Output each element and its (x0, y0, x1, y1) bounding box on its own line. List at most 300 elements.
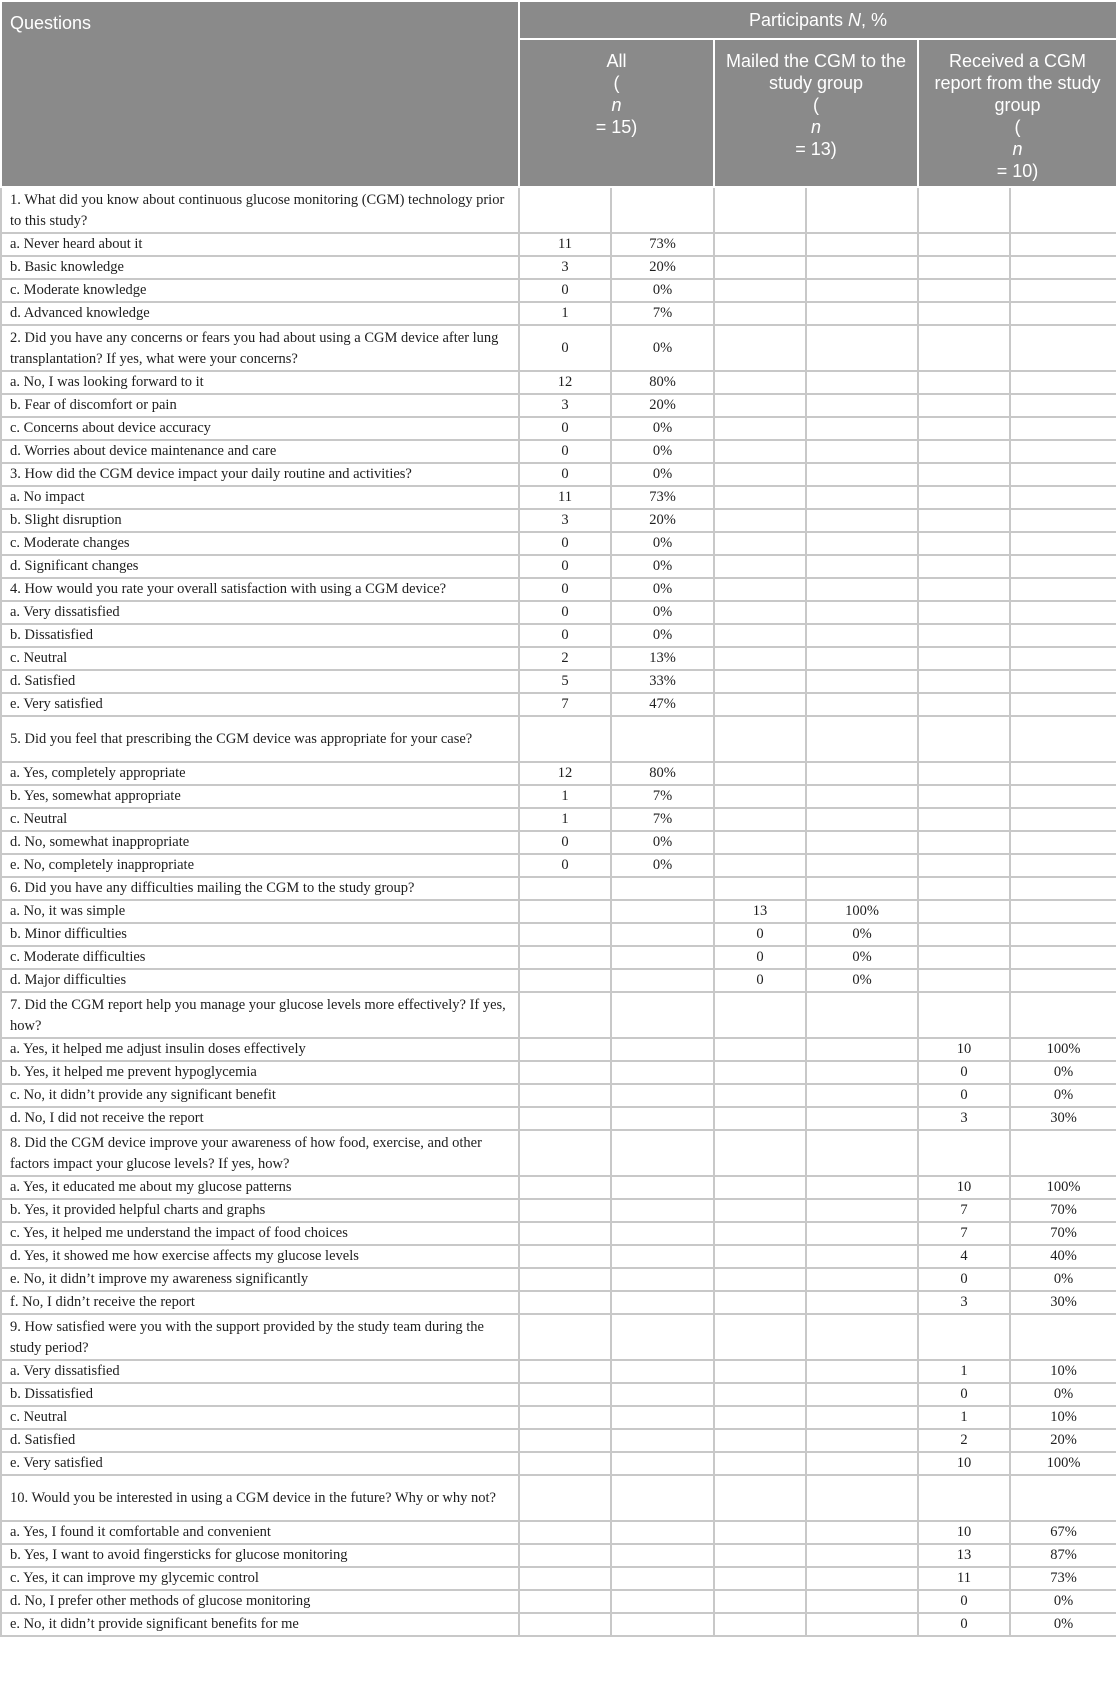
percent-cell (806, 394, 918, 417)
percent-cell (806, 1245, 918, 1268)
count-cell (519, 716, 611, 762)
percent-cell (611, 1130, 714, 1176)
question-cell: c. Neutral (1, 1406, 519, 1429)
count-cell (714, 693, 806, 716)
percent-cell (806, 1222, 918, 1245)
question-cell: 8. Did the CGM device improve your awareness of how food, exercise, and other factors impact your glucose levels? If yes, how? (1, 1130, 519, 1176)
table-row (1, 1521, 1116, 1544)
count-cell (714, 1291, 806, 1314)
count-cell: 7 (918, 1222, 1010, 1245)
question-cell: b. Fear of discomfort or pain (1, 394, 519, 417)
percent-cell: 70% (1010, 1222, 1116, 1245)
percent-cell (611, 1452, 714, 1475)
percent-cell: 0% (611, 463, 714, 486)
count-cell (918, 302, 1010, 325)
percent-cell (806, 440, 918, 463)
question-cell: a. Never heard about it (1, 233, 519, 256)
count-cell: 0 (519, 325, 611, 371)
count-cell: 0 (519, 578, 611, 601)
count-cell (918, 325, 1010, 371)
question-cell: b. Dissatisfied (1, 624, 519, 647)
percent-cell (806, 762, 918, 785)
count-cell (519, 1084, 611, 1107)
percent-cell (806, 233, 918, 256)
question-cell: e. No, completely inappropriate (1, 854, 519, 877)
percent-cell (1010, 647, 1116, 670)
count-cell (714, 624, 806, 647)
participants-label-italic: N (848, 10, 862, 30)
count-cell (714, 877, 806, 900)
table-row (1, 463, 1116, 486)
percent-cell (806, 1567, 918, 1590)
count-cell: 3 (519, 256, 611, 279)
percent-cell: 30% (1010, 1107, 1116, 1130)
count-cell: 0 (918, 1613, 1010, 1636)
question-cell: a. Very dissatisfied (1, 1360, 519, 1383)
question-cell: 4. How would you rate your overall satisfaction with using a CGM device? (1, 578, 519, 601)
count-cell (519, 1061, 611, 1084)
percent-cell (1010, 1314, 1116, 1360)
count-cell (714, 555, 806, 578)
percent-cell (806, 693, 918, 716)
count-cell: 0 (519, 601, 611, 624)
count-cell (918, 831, 1010, 854)
percent-cell: 10% (1010, 1360, 1116, 1383)
question-cell: d. No, somewhat inappropriate (1, 831, 519, 854)
count-cell (519, 187, 611, 233)
count-cell (918, 463, 1010, 486)
table-row (1, 647, 1116, 670)
table-row (1, 854, 1116, 877)
count-cell: 0 (519, 532, 611, 555)
count-cell: 0 (918, 1383, 1010, 1406)
question-cell: e. Very satisfied (1, 1452, 519, 1475)
percent-cell (806, 578, 918, 601)
question-cell: a. Very dissatisfied (1, 601, 519, 624)
count-cell (714, 716, 806, 762)
count-cell (714, 1452, 806, 1475)
group-header-title: All (606, 51, 627, 71)
count-cell (519, 1038, 611, 1061)
count-cell (714, 187, 806, 233)
count-cell: 11 (519, 233, 611, 256)
percent-cell (806, 1176, 918, 1199)
percent-cell: 73% (611, 486, 714, 509)
percent-cell (806, 1084, 918, 1107)
percent-cell (806, 854, 918, 877)
percent-cell (611, 923, 714, 946)
percent-cell (611, 1544, 714, 1567)
count-cell (519, 923, 611, 946)
group-header-n: ( n = 10) (996, 117, 1039, 181)
percent-cell: 100% (806, 900, 918, 923)
percent-cell: 0% (611, 624, 714, 647)
percent-cell: 0% (806, 946, 918, 969)
table-body (1, 187, 1116, 1636)
group-header-title: Received a CGM report from the study group (934, 51, 1101, 115)
question-cell: c. No, it didn’t provide any significant benefit (1, 1084, 519, 1107)
table-row (1, 1544, 1116, 1567)
percent-cell (1010, 509, 1116, 532)
table-row (1, 900, 1116, 923)
count-cell (714, 578, 806, 601)
percent-cell: 0% (611, 578, 714, 601)
group-header-n: ( n = 13) (795, 95, 837, 159)
percent-cell: 30% (1010, 1291, 1116, 1314)
count-cell (519, 1291, 611, 1314)
table-row (1, 486, 1116, 509)
percent-cell (611, 1291, 714, 1314)
table-row (1, 1590, 1116, 1613)
percent-cell (806, 624, 918, 647)
count-cell (918, 693, 1010, 716)
count-cell (714, 762, 806, 785)
count-cell: 0 (918, 1061, 1010, 1084)
question-cell: d. Worries about device maintenance and care (1, 440, 519, 463)
percent-cell: 0% (611, 831, 714, 854)
count-cell (918, 532, 1010, 555)
table-row (1, 532, 1116, 555)
count-cell (714, 1613, 806, 1636)
count-cell (714, 1567, 806, 1590)
count-cell (714, 670, 806, 693)
percent-cell (1010, 440, 1116, 463)
count-cell (519, 992, 611, 1038)
percent-cell (1010, 463, 1116, 486)
percent-cell: 0% (611, 555, 714, 578)
count-cell (519, 1199, 611, 1222)
count-cell: 0 (519, 440, 611, 463)
count-cell: 10 (918, 1521, 1010, 1544)
count-cell: 3 (918, 1291, 1010, 1314)
count-cell (714, 509, 806, 532)
table-row (1, 624, 1116, 647)
count-cell (918, 716, 1010, 762)
question-cell: d. No, I did not receive the report (1, 1107, 519, 1130)
count-cell (918, 555, 1010, 578)
count-cell: 0 (918, 1084, 1010, 1107)
count-cell: 3 (918, 1107, 1010, 1130)
percent-cell (806, 877, 918, 900)
table-row (1, 831, 1116, 854)
count-cell (714, 1245, 806, 1268)
table-row (1, 1107, 1116, 1130)
count-cell (714, 256, 806, 279)
table-row (1, 1291, 1116, 1314)
count-cell: 11 (918, 1567, 1010, 1590)
count-cell (519, 1613, 611, 1636)
count-cell: 13 (714, 900, 806, 923)
count-cell: 4 (918, 1245, 1010, 1268)
table-row (1, 1245, 1116, 1268)
count-cell (918, 670, 1010, 693)
percent-cell (1010, 555, 1116, 578)
count-cell (918, 946, 1010, 969)
count-cell (918, 601, 1010, 624)
count-cell (918, 900, 1010, 923)
count-cell (714, 1061, 806, 1084)
question-cell: b. Yes, somewhat appropriate (1, 785, 519, 808)
count-cell (714, 1130, 806, 1176)
count-cell (918, 1314, 1010, 1360)
count-cell (714, 1360, 806, 1383)
percent-cell (1010, 1475, 1116, 1521)
percent-cell: 80% (611, 762, 714, 785)
count-cell (714, 1544, 806, 1567)
percent-cell (611, 877, 714, 900)
percent-cell (1010, 371, 1116, 394)
count-cell (714, 417, 806, 440)
table-row (1, 1176, 1116, 1199)
percent-cell (1010, 670, 1116, 693)
percent-cell (806, 371, 918, 394)
percent-cell (611, 1613, 714, 1636)
count-cell (918, 578, 1010, 601)
count-cell (519, 1452, 611, 1475)
percent-cell: 0% (806, 969, 918, 992)
question-cell: d. Major difficulties (1, 969, 519, 992)
percent-cell (806, 1406, 918, 1429)
count-cell (918, 440, 1010, 463)
table-row (1, 1199, 1116, 1222)
percent-cell: 33% (611, 670, 714, 693)
question-cell: e. Very satisfied (1, 693, 519, 716)
count-cell (519, 1222, 611, 1245)
percent-cell (806, 1130, 918, 1176)
percent-cell: 100% (1010, 1452, 1116, 1475)
percent-cell (806, 1038, 918, 1061)
participants-label-suffix: , % (861, 10, 888, 30)
percent-cell (806, 992, 918, 1038)
percent-cell (1010, 992, 1116, 1038)
table-row (1, 187, 1116, 233)
percent-cell (611, 1245, 714, 1268)
percent-cell: 0% (611, 279, 714, 302)
count-cell (714, 1176, 806, 1199)
percent-cell (1010, 233, 1116, 256)
percent-cell (1010, 486, 1116, 509)
percent-cell (611, 1521, 714, 1544)
question-cell: b. Yes, I want to avoid fingersticks for glucose monitoring (1, 1544, 519, 1567)
percent-cell: 0% (1010, 1084, 1116, 1107)
table-row (1, 417, 1116, 440)
table-row (1, 1084, 1116, 1107)
percent-cell: 7% (611, 808, 714, 831)
question-cell: b. Dissatisfied (1, 1383, 519, 1406)
percent-cell (1010, 187, 1116, 233)
count-cell (918, 486, 1010, 509)
count-cell (519, 1567, 611, 1590)
count-cell (918, 371, 1010, 394)
question-cell: 7. Did the CGM report help you manage your glucose levels more effectively? If yes, how? (1, 992, 519, 1038)
count-cell (918, 1475, 1010, 1521)
count-cell: 3 (519, 394, 611, 417)
percent-cell: 0% (1010, 1613, 1116, 1636)
percent-cell (611, 1590, 714, 1613)
count-cell: 0 (714, 923, 806, 946)
percent-cell (611, 1429, 714, 1452)
count-cell (519, 1314, 611, 1360)
count-cell (714, 532, 806, 555)
count-cell (918, 808, 1010, 831)
table-header (1, 1, 1116, 187)
count-cell: 2 (918, 1429, 1010, 1452)
count-cell (714, 785, 806, 808)
question-cell: c. Moderate knowledge (1, 279, 519, 302)
question-cell: a. No, I was looking forward to it (1, 371, 519, 394)
percent-cell (806, 256, 918, 279)
count-cell: 1 (519, 785, 611, 808)
percent-cell: 67% (1010, 1521, 1116, 1544)
participants-header (519, 1, 1116, 39)
count-cell (918, 509, 1010, 532)
count-cell (918, 992, 1010, 1038)
question-cell: d. Satisfied (1, 1429, 519, 1452)
question-cell: d. Yes, it showed me how exercise affects my glucose levels (1, 1245, 519, 1268)
table-row (1, 394, 1116, 417)
count-cell (519, 1429, 611, 1452)
count-cell (519, 1268, 611, 1291)
percent-cell: 0% (611, 532, 714, 555)
percent-cell: 100% (1010, 1038, 1116, 1061)
count-cell: 0 (714, 946, 806, 969)
count-cell: 1 (519, 302, 611, 325)
count-cell (714, 325, 806, 371)
percent-cell (806, 486, 918, 509)
count-cell (918, 394, 1010, 417)
percent-cell (806, 716, 918, 762)
count-cell (918, 233, 1010, 256)
percent-cell (1010, 256, 1116, 279)
percent-cell (1010, 946, 1116, 969)
count-cell (519, 1245, 611, 1268)
count-cell (519, 946, 611, 969)
count-cell: 11 (519, 486, 611, 509)
count-cell (714, 302, 806, 325)
count-cell: 0 (519, 854, 611, 877)
count-cell: 12 (519, 762, 611, 785)
count-cell: 0 (519, 624, 611, 647)
question-cell: c. Yes, it can improve my glycemic control (1, 1567, 519, 1590)
percent-cell (611, 1199, 714, 1222)
percent-cell (806, 1291, 918, 1314)
percent-cell (1010, 808, 1116, 831)
percent-cell: 7% (611, 302, 714, 325)
percent-cell (806, 1521, 918, 1544)
percent-cell: 20% (1010, 1429, 1116, 1452)
count-cell (714, 394, 806, 417)
percent-cell (806, 463, 918, 486)
table-row (1, 233, 1116, 256)
percent-cell (611, 1475, 714, 1521)
table-row (1, 670, 1116, 693)
question-cell: 9. How satisfied were you with the support provided by the study team during the study period? (1, 1314, 519, 1360)
percent-cell (611, 1314, 714, 1360)
percent-cell (1010, 854, 1116, 877)
percent-cell (806, 509, 918, 532)
count-cell (714, 440, 806, 463)
count-cell: 10 (918, 1452, 1010, 1475)
question-cell: c. Moderate difficulties (1, 946, 519, 969)
table-row (1, 509, 1116, 532)
count-cell (714, 854, 806, 877)
question-cell: d. Significant changes (1, 555, 519, 578)
count-cell (714, 1268, 806, 1291)
group-header-mailed (714, 39, 918, 187)
percent-cell (806, 1613, 918, 1636)
count-cell (714, 371, 806, 394)
percent-cell: 47% (611, 693, 714, 716)
percent-cell (611, 1084, 714, 1107)
count-cell: 5 (519, 670, 611, 693)
percent-cell (806, 1268, 918, 1291)
percent-cell (1010, 693, 1116, 716)
table-row (1, 1038, 1116, 1061)
percent-cell (611, 1360, 714, 1383)
percent-cell (1010, 762, 1116, 785)
count-cell: 0 (519, 831, 611, 854)
percent-cell (611, 187, 714, 233)
count-cell (918, 969, 1010, 992)
count-cell: 0 (519, 279, 611, 302)
percent-cell: 0% (611, 440, 714, 463)
percent-cell (1010, 877, 1116, 900)
count-cell (519, 969, 611, 992)
question-cell: 2. Did you have any concerns or fears you had about using a CGM device after lung transplantation? If yes, what were your concerns? (1, 325, 519, 371)
percent-cell: 10% (1010, 1406, 1116, 1429)
count-cell (714, 831, 806, 854)
count-cell (918, 647, 1010, 670)
percent-cell: 0% (1010, 1061, 1116, 1084)
percent-cell (611, 946, 714, 969)
table-row (1, 440, 1116, 463)
percent-cell (611, 1107, 714, 1130)
question-cell: b. Slight disruption (1, 509, 519, 532)
count-cell (918, 256, 1010, 279)
table-row (1, 923, 1116, 946)
percent-cell (806, 325, 918, 371)
count-cell (918, 854, 1010, 877)
count-cell (714, 1383, 806, 1406)
count-cell (918, 624, 1010, 647)
percent-cell (1010, 900, 1116, 923)
count-cell: 1 (918, 1406, 1010, 1429)
percent-cell (806, 1199, 918, 1222)
question-cell: a. Yes, I found it comfortable and convenient (1, 1521, 519, 1544)
count-cell: 7 (519, 693, 611, 716)
table-row (1, 578, 1116, 601)
percent-cell: 70% (1010, 1199, 1116, 1222)
count-cell (519, 1406, 611, 1429)
percent-cell: 87% (1010, 1544, 1116, 1567)
percent-cell: 100% (1010, 1176, 1116, 1199)
question-cell: 3. How did the CGM device impact your daily routine and activities? (1, 463, 519, 486)
count-cell (918, 1130, 1010, 1176)
table-row (1, 762, 1116, 785)
percent-cell (611, 969, 714, 992)
percent-cell (1010, 785, 1116, 808)
table-row (1, 555, 1116, 578)
question-cell: 10. Would you be interested in using a CGM device in the future? Why or why not? (1, 1475, 519, 1521)
count-cell (714, 601, 806, 624)
percent-cell (806, 808, 918, 831)
percent-cell (806, 647, 918, 670)
percent-cell (806, 1590, 918, 1613)
percent-cell: 0% (611, 601, 714, 624)
table-row (1, 1429, 1116, 1452)
percent-cell (806, 417, 918, 440)
count-cell (714, 808, 806, 831)
